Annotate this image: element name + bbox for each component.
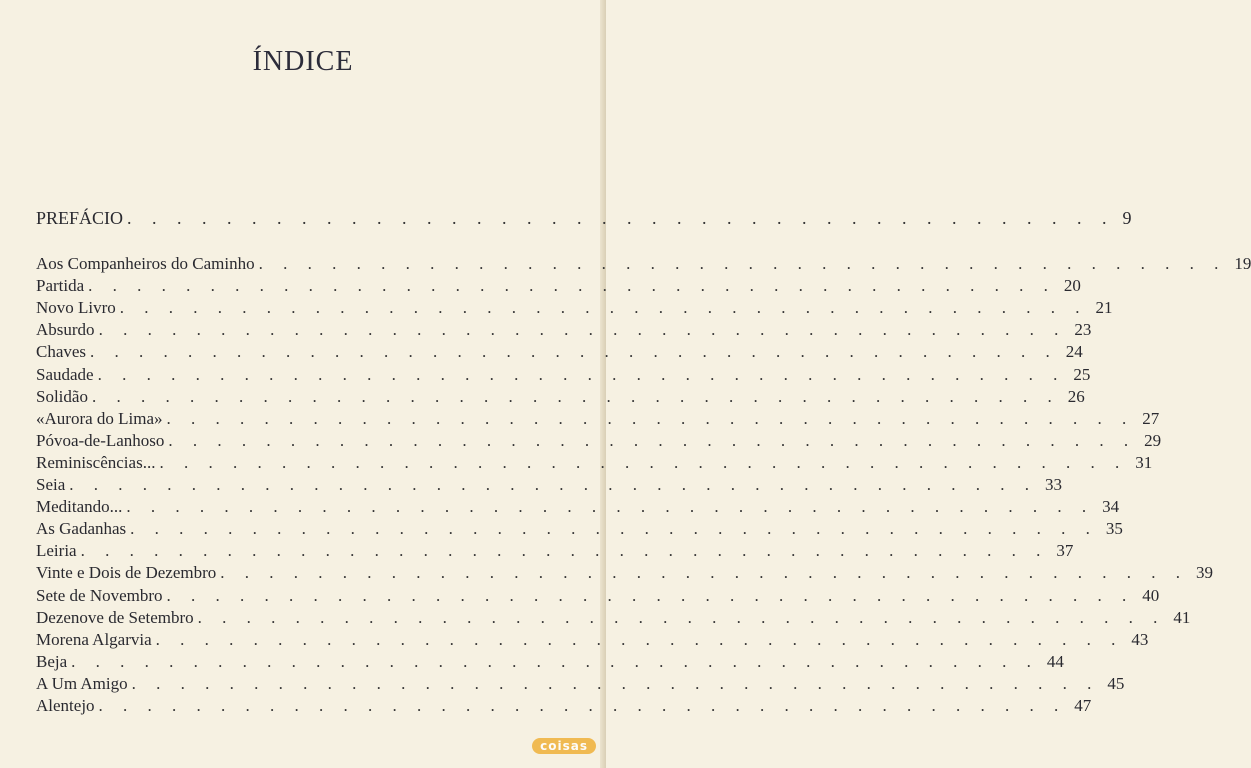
dot-leader: . . . . . . . . . . . . . . . . . . . . . . . . . . . . . . . . . . . . . . . . (91, 386, 1060, 406)
toc-entry-page: 23 (1074, 320, 1092, 340)
toc-entry-label: A Um Amigo (36, 673, 128, 693)
dot-leader: . . . . . . . . . . . . . . . . . . . . . . . . . . . . . . . . . . . . . . . . (98, 320, 1067, 340)
toc-entry-page: 40 (1142, 585, 1160, 605)
dot-leader: . . . . . . . . . . . . . . . . . . . . . . . . . . . . . . . . . . . . . . . . (69, 475, 1038, 495)
dot-leader: . . . . . . . . . . . . . . . . . . . . . . . . . . . . . . . . . . . . . . . . (166, 585, 1135, 605)
toc-entry-page: 24 (1065, 342, 1083, 362)
toc-row (36, 362, 1091, 384)
toc-row (36, 583, 1160, 605)
toc-entry-label: Novo Livro (36, 298, 116, 318)
toc-row (36, 407, 1160, 429)
toc-entry-label: As Gadanhas (36, 519, 127, 539)
toc-row (36, 561, 1214, 583)
toc-entry-label: Absurdo (36, 320, 95, 340)
toc-entry-page: 27 (1142, 408, 1160, 428)
toc-entry-label: Beja (36, 651, 68, 671)
toc-entry-page: 35 (1105, 519, 1123, 539)
dot-leader: . . . . . . . . . . . . . . . . . . . . . . . . . . . . . . . . . . . . . . . . (71, 651, 1039, 671)
dot-leader: . . . . . . . . . . . . . . . . . . . . . . . . . . . . . . . . . . . . . . . . (130, 519, 1098, 539)
toc-row (36, 473, 1063, 495)
dot-leader: . . . . . . . . . . . . . . . . . . . . . . . . . . . . . . . . . . . . . . . . (166, 408, 1135, 428)
toc-entry-label: «Aurora do Lima» (36, 408, 163, 428)
toc-row (36, 495, 1120, 517)
toc-preface-label: PREFÁCIO (36, 208, 124, 228)
dot-leader: . . . . . . . . . . . . . . . . . . . . . . . . . . . . . . . . . . . . . . . . (98, 695, 1067, 715)
dot-leader: . . . . . . . . . . . . . . . . . . . . . . . . . . . . . . . . . . . . . . . . (126, 497, 1095, 517)
toc-row (36, 606, 1191, 628)
dot-leader: . . . . . . . . . . . . . . . . . . . . . . . . . . . . . . . . . . . . . . . . (168, 430, 1137, 450)
toc-entry-label: Vinte e Dois de Dezembro (36, 563, 217, 583)
toc-entry-page: 26 (1067, 386, 1085, 406)
dot-leader: . . . . . . . . . . . . . . . . . . . . . . . . . . . . . . . . . . . . . . . . (220, 563, 1189, 583)
toc-entry-label: Reminiscências... (36, 452, 156, 472)
toc-entry-page: 19 (1234, 254, 1251, 274)
toc-entry-label: Sete de Novembro (36, 585, 163, 605)
toc-row (36, 694, 1092, 716)
toc-list (36, 252, 1251, 716)
toc-entry-page: 43 (1131, 629, 1149, 649)
toc-row (36, 385, 1085, 407)
dot-leader: . . . . . . . . . . . . . . . . . . . . . . . . . . . . . . . . . . . . . . . . (119, 298, 1088, 318)
toc-entry-label: Morena Algarvia (36, 629, 152, 649)
watermark-logo: coisas (532, 738, 596, 754)
toc-entry-label: Aos Companheiros do Caminho (36, 254, 255, 274)
toc-entry-label: Partida (36, 276, 85, 296)
toc-entry-page: 25 (1073, 364, 1091, 384)
toc-row (36, 252, 1251, 274)
toc-row (36, 539, 1074, 561)
toc-entry-page: 34 (1102, 497, 1120, 517)
toc-entry-page: 31 (1135, 452, 1153, 472)
dot-leader: . . . . . . . . . . . . . . . . . . . . . . . . . . . . . . . . . . . . . . . . (155, 629, 1124, 649)
dot-leader: . . . . . . . . . . . . . . . . . . . . . . . . . . . . . . . . . . . . . . . . (131, 673, 1100, 693)
toc-entry-page: 39 (1196, 563, 1214, 583)
toc-entry-label: Leiria (36, 541, 77, 561)
dot-leader: . . . . . . . . . . . . . . . . . . . . . . . . . . . . . . . . . . . . . . . . (90, 342, 1058, 362)
toc-preface-page: 9 (1122, 208, 1132, 228)
toc-entry-page: 44 (1046, 651, 1064, 671)
toc-entry-page: 47 (1074, 695, 1092, 715)
toc-entry-label: Saudade (36, 364, 94, 384)
toc-row (36, 318, 1092, 340)
toc-entry-label: Solidão (36, 386, 88, 406)
toc-entry-label: Alentejo (36, 695, 95, 715)
toc-row (36, 429, 1162, 451)
toc-row (36, 451, 1153, 473)
toc-row (36, 296, 1113, 318)
page-title: ÍNDICE (252, 46, 354, 77)
dot-leader: . . . . . . . . . . . . . . . . . . . . . . . . . . . . . . . . . . . . . . . . (197, 607, 1166, 627)
toc-entry-page: 33 (1045, 475, 1063, 495)
toc-entry-page: 41 (1173, 607, 1191, 627)
toc-entry-page: 29 (1144, 430, 1162, 450)
toc-row (36, 650, 1064, 672)
toc-entry-label: Chaves (36, 342, 87, 362)
toc-row (36, 340, 1083, 362)
toc-row (36, 274, 1081, 296)
toc-entry-label: Dezenove de Setembro (36, 607, 194, 627)
dot-leader: . . . . . . . . . . . . . . . . . . . . . . . . . . . . . . . . . . . . . . . . (258, 254, 1227, 274)
toc-entry-label: Meditando... (36, 497, 123, 517)
toc-entry-page: 37 (1056, 541, 1074, 561)
dot-leader: . . . . . . . . . . . . . . . . . . . . . . . . . . . . . . . . . . . . . . . . (127, 208, 1115, 228)
toc-preface-row (36, 205, 1132, 229)
dot-leader: . . . . . . . . . . . . . . . . . . . . . . . . . . . . . . . . . . . . . . . . (80, 541, 1049, 561)
toc-entry-label: Seia (36, 475, 66, 495)
toc-entry-page: 21 (1095, 298, 1113, 318)
dot-leader: . . . . . . . . . . . . . . . . . . . . . . . . . . . . . . . . . . . . . . . . (97, 364, 1066, 384)
dot-leader: . . . . . . . . . . . . . . . . . . . . . . . . . . . . . . . . . . . . . . . . (159, 452, 1128, 472)
toc-entry-label: Póvoa-de-Lanhoso (36, 430, 165, 450)
toc-row (36, 672, 1125, 694)
dot-leader: . . . . . . . . . . . . . . . . . . . . . . . . . . . . . . . . . . . . . . . . (88, 276, 1056, 296)
toc-entry-page: 20 (1063, 276, 1081, 296)
toc-row (36, 628, 1149, 650)
toc-entry-page: 45 (1107, 673, 1125, 693)
toc-row (36, 517, 1123, 539)
